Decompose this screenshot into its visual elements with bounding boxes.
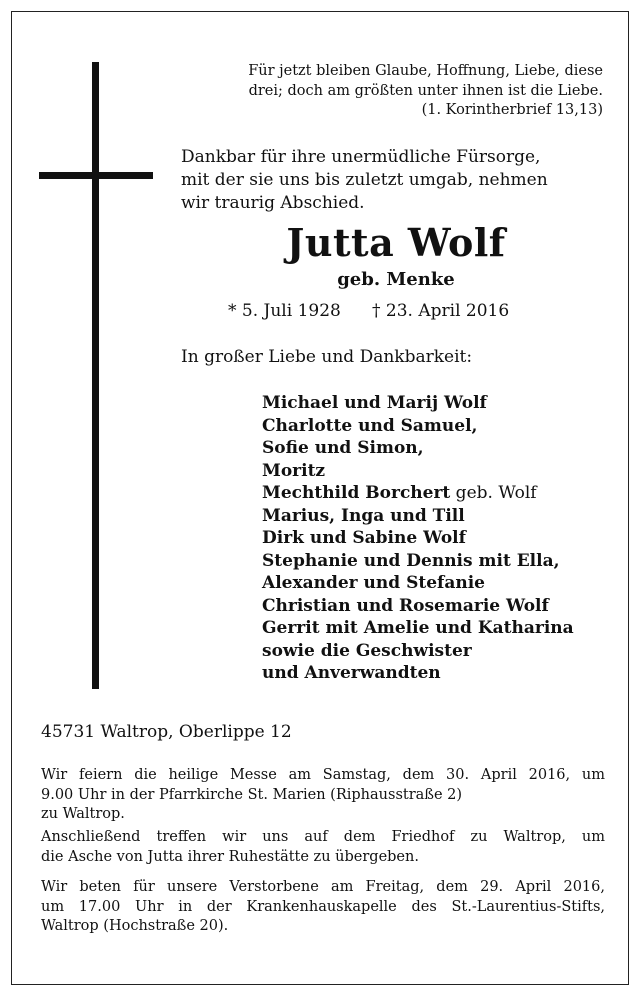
cross-vertical-bar	[92, 62, 99, 689]
birth-date: * 5. Juli 1928	[228, 301, 341, 321]
bible-quote	[183, 62, 603, 121]
mourner-line	[262, 662, 574, 685]
mourner-name: Moritz	[262, 460, 326, 481]
mourner-line	[262, 640, 574, 663]
quote-line: drei; doch am größten unter ihnen ist die Liebe.	[248, 82, 603, 99]
mourner-line	[262, 550, 574, 573]
cross-horizontal-bar	[39, 172, 153, 179]
mass-info	[41, 766, 605, 825]
mourner-note: geb. Wolf	[450, 483, 537, 503]
mourner-name: Gerrit mit Amelie und Katharina	[262, 618, 574, 638]
mourner-name: und Anverwandten	[262, 663, 441, 683]
info-line: Waltrop (Hochstraße 20).	[41, 918, 229, 934]
quote-source: (1. Korintherbrief 13,13)	[421, 102, 603, 118]
info-line: 9.00 Uhr in der Pfarrkirche St. Marien (Riphausstraße 2)	[41, 786, 463, 803]
maiden-name: geb. Menke	[337, 269, 455, 290]
prayer-info	[41, 878, 605, 937]
mourner-line	[262, 527, 574, 550]
deceased-name: Jutta Wolf	[286, 220, 506, 265]
mourner-name: Dirk und Sabine Wolf	[262, 528, 466, 548]
intro-line: wir traurig Abschied.	[181, 193, 365, 213]
mourner-name: Sofie und Simon,	[262, 438, 424, 458]
info-line: die Asche von Jutta ihrer Ruhestätte zu übergeben.	[41, 848, 419, 865]
mourner-name: sowie die Geschwister	[262, 640, 472, 661]
quote-line: Für jetzt bleiben Glaube, Hoffnung, Liebe, diese	[248, 63, 603, 79]
info-line: Anschließend treffen wir uns auf dem Friedhof zu Waltrop, um	[41, 829, 605, 845]
mourner-line	[262, 505, 574, 528]
intro-line: mit der sie uns bis zuletzt umgab, nehmen	[181, 170, 548, 190]
family-address: 45731 Waltrop, Oberlippe 12	[41, 722, 292, 742]
mourner-line	[262, 415, 574, 438]
intro-line: Dankbar für ihre unermüdliche Fürsorge,	[181, 147, 541, 167]
info-line: um 17.00 Uhr in der Krankenhauskapelle des St.-Laurentius-Stifts,	[41, 898, 605, 915]
mourner-line	[262, 572, 574, 595]
info-line: zu Waltrop.	[41, 806, 125, 822]
death-date: † 23. April 2016	[372, 301, 510, 321]
mourner-name: Charlotte und Samuel,	[262, 415, 478, 436]
burial-info	[41, 828, 605, 867]
mourner-name: Stephanie und Dennis mit Ella,	[262, 550, 560, 571]
mourner-name: Alexander und Stefanie	[262, 573, 485, 593]
mourner-line	[262, 482, 574, 505]
mourner-line	[262, 392, 574, 415]
mourner-line	[262, 595, 574, 618]
mourner-name: Marius, Inga und Till	[262, 505, 465, 526]
mourners-list	[262, 392, 574, 685]
info-line: Wir beten für unsere Verstorbene am Freitag, dem 29. April 2016,	[41, 879, 605, 895]
intro-text	[181, 146, 611, 215]
mourner-name: Mechthild Borchert	[262, 483, 451, 503]
mourner-line	[262, 437, 574, 460]
info-line: Wir feiern die heilige Messe am Samstag, dem 30. April 2016, um	[41, 767, 605, 783]
mourners-intro: In großer Liebe und Dankbarkeit:	[181, 347, 473, 367]
mourner-name: Christian und Rosemarie Wolf	[262, 595, 549, 616]
mourner-name: Michael und Marij Wolf	[262, 393, 487, 413]
mourner-line	[262, 460, 574, 483]
mourner-line	[262, 617, 574, 640]
